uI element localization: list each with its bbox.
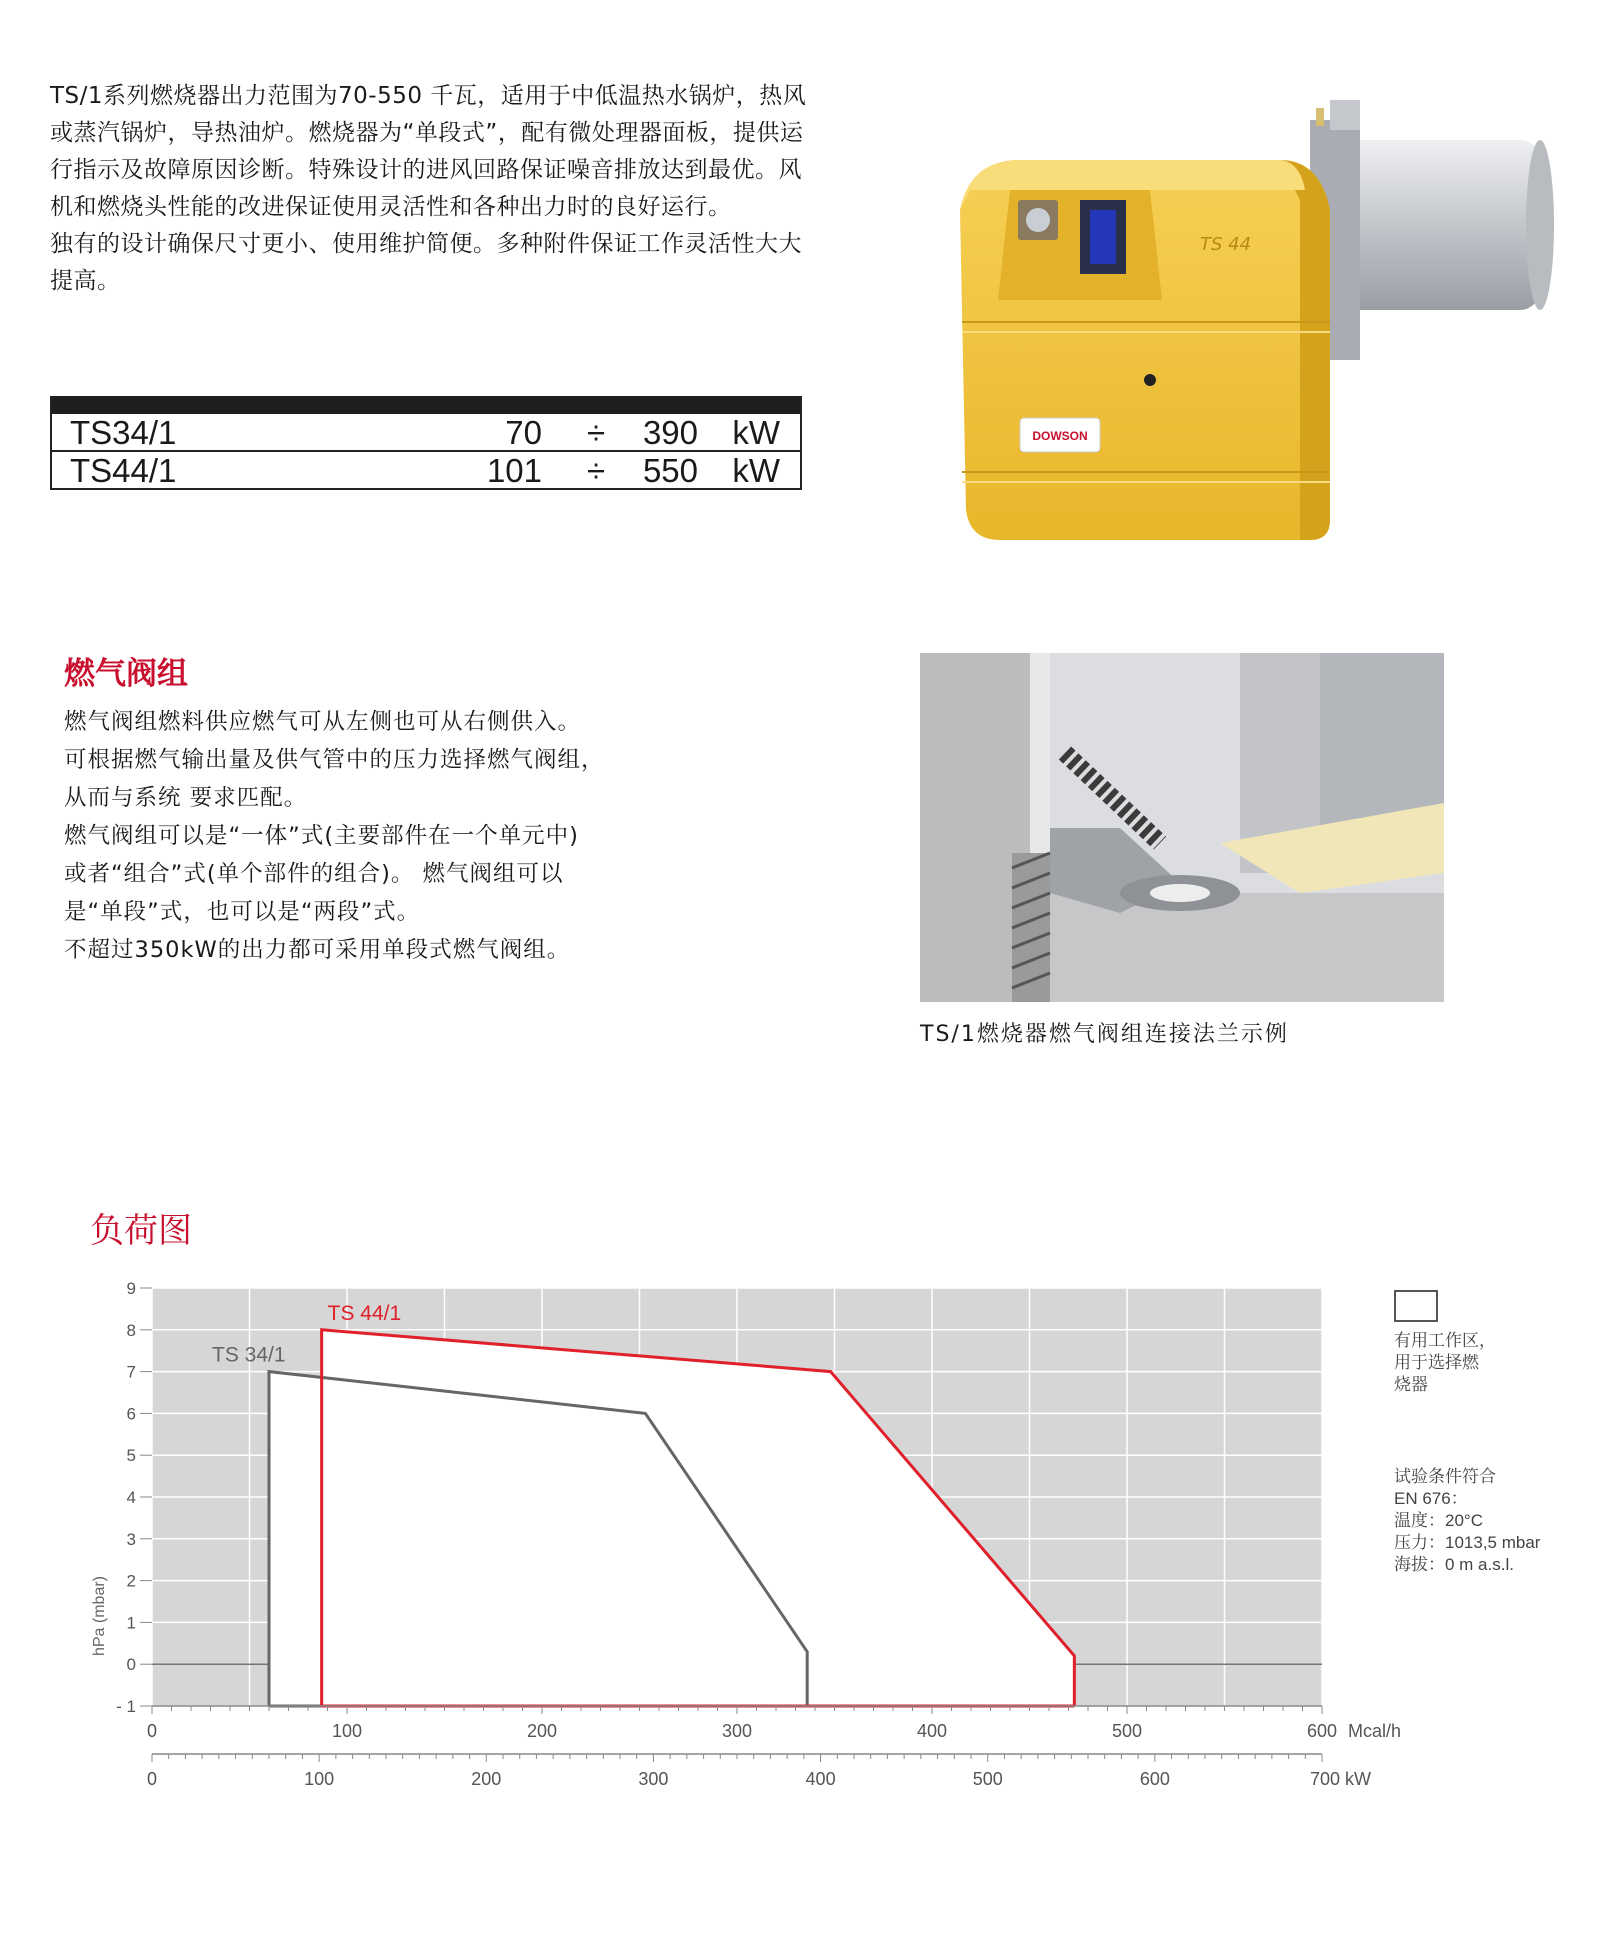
condition-line: 试验条件符合 <box>1394 1467 1496 1486</box>
gas-valve-line: 可根据燃气输出量及供气管中的压力选择燃气阀组， <box>64 747 605 773</box>
y-tick-label: 4 <box>126 1488 136 1507</box>
x-tick-label: 600 <box>1306 1721 1338 1741</box>
legend-swatch <box>1394 1290 1438 1322</box>
y-tick-label: 2 <box>126 1571 136 1591</box>
spec-table-row <box>52 414 800 450</box>
spec-table-header-bar <box>52 396 800 414</box>
gas-valve-description <box>64 703 764 969</box>
x2-tick-label: 0 <box>146 1769 158 1789</box>
model-cell: TS34/1 <box>70 414 177 451</box>
legend-line: 有用工作区， <box>1394 1331 1496 1351</box>
y-tick-label: 0 <box>126 1655 136 1675</box>
y-tick-label: - 1 <box>116 1697 136 1716</box>
x-tick-label: 300 <box>721 1721 753 1741</box>
load-chart <box>0 1270 1600 1810</box>
x-tick-label: 100 <box>331 1721 363 1741</box>
gas-valve-line: 是“单段”式，也可以是“两段”式。 <box>64 899 421 925</box>
spec-table-row <box>52 450 800 488</box>
gas-valve-line: 或者“组合”式(单个部件的组合)。 燃气阀组可以 <box>64 861 564 887</box>
max-power-cell: 390 <box>642 414 698 451</box>
legend-line: 烧器 <box>1394 1375 1428 1395</box>
x2-tick-label: 700 kW <box>1310 1769 1372 1789</box>
model-cell: TS44/1 <box>70 452 177 489</box>
max-power-cell: 550 <box>642 452 698 489</box>
gas-valve-line: 燃气阀组可以是“一体”式(主要部件在一个单元中) <box>64 823 579 849</box>
load-chart-title: 负荷图 <box>90 1211 192 1251</box>
series-label: TS 44/1 <box>327 1301 402 1325</box>
range-separator: ÷ <box>587 414 606 451</box>
photo-caption: TS/1燃烧器燃气阀组连接法兰示例 <box>920 1022 1289 1047</box>
y-tick-label: 6 <box>126 1404 136 1424</box>
x2-tick-label: 500 <box>972 1769 1003 1789</box>
y-tick-label: 3 <box>126 1529 136 1549</box>
model-mark: TS 44 <box>1200 234 1252 255</box>
condition-line: 压力：1013,5 mbar <box>1394 1533 1541 1552</box>
y-axis-label: hPa (mbar) <box>91 1575 108 1657</box>
x2-tick-label: 600 <box>1139 1769 1170 1789</box>
y-tick-label: 1 <box>126 1613 136 1633</box>
x2-tick-label: 100 <box>304 1769 335 1789</box>
condition-line: 温度：20°C <box>1394 1511 1483 1530</box>
min-power-cell: 70 <box>505 414 542 451</box>
x-tick-label: 500 <box>1111 1721 1143 1741</box>
x2-tick-label: 400 <box>805 1769 836 1789</box>
spec-table <box>50 396 802 490</box>
test-conditions <box>1394 1466 1594 1576</box>
unit-cell: kW <box>732 414 780 451</box>
y-tick-label: 5 <box>126 1446 136 1466</box>
range-separator: ÷ <box>587 452 606 489</box>
condition-line: 海拔：0 m a.s.l. <box>1394 1555 1514 1574</box>
condition-line: EN 676： <box>1394 1489 1468 1508</box>
gas-valve-line: 不超过350kW的出力都可采用单段式燃气阀组。 <box>64 937 571 963</box>
series-label: TS 34/1 <box>212 1343 286 1367</box>
brand-logo: DOWSON <box>1032 429 1088 443</box>
y-tick-label: 9 <box>126 1279 136 1298</box>
intro-paragraph-1: TS/1系列燃烧器出力范围为70-550 千瓦，适用于中低温热水锅炉，热风或蒸汽锅炉，导热油炉。燃烧器为“单段式”，配有微处理器面板，提供运行指示及故障原因诊断。特殊设计的进风回路保证噪音排放达到最优。风机和燃烧头性能的改进保证使用灵活性和各种出力时的良好运行。 <box>50 83 807 220</box>
intro-text <box>50 78 810 300</box>
legend-line: 用于选择燃 <box>1394 1353 1479 1373</box>
x-axis-unit-label: Mcal/h <box>1348 1721 1402 1741</box>
gas-valve-title: 燃气阀组 <box>64 656 188 692</box>
gas-valve-flange-photo <box>920 653 1444 1002</box>
x-tick-label: 400 <box>916 1721 948 1741</box>
min-power-cell: 101 <box>486 452 542 489</box>
legend-text <box>1394 1330 1554 1396</box>
y-tick-label: 8 <box>126 1320 136 1340</box>
x-tick-label: 200 <box>526 1721 558 1741</box>
gas-valve-line: 燃气阀组燃料供应燃气可从左侧也可从右侧供入。 <box>64 709 582 735</box>
x2-tick-label: 200 <box>471 1769 502 1789</box>
x2-tick-label: 300 <box>638 1769 669 1789</box>
gas-valve-line: 从而与系统 要求匹配。 <box>64 785 308 811</box>
y-tick-label: 7 <box>126 1362 136 1382</box>
x-tick-label: 0 <box>146 1721 158 1741</box>
burner-product-image <box>900 100 1560 560</box>
intro-paragraph-2: 独有的设计确保尺寸更小、使用维护简便。多种附件保证工作灵活性大大提高。 <box>50 231 802 294</box>
unit-cell: kW <box>732 452 780 489</box>
